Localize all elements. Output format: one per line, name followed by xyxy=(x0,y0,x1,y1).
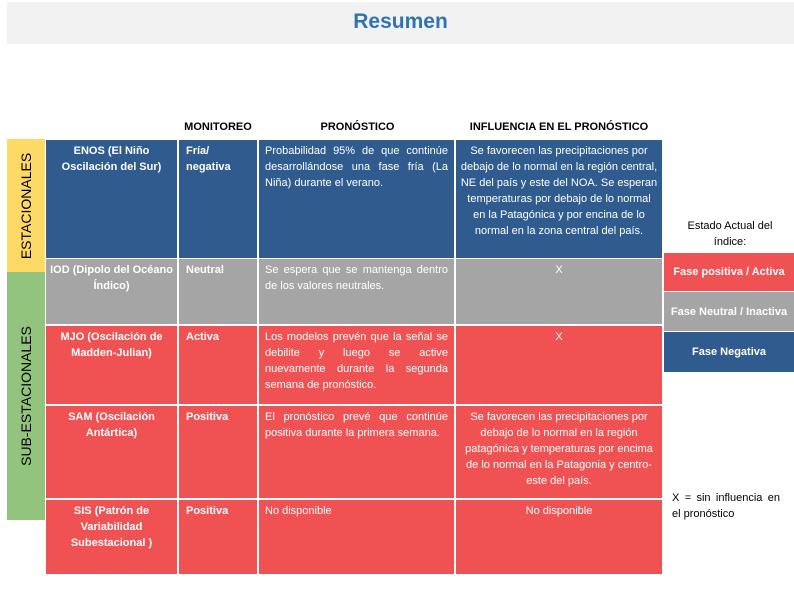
row-sis-pronostico: No disponible xyxy=(259,500,454,574)
column-header-influencia: INFLUENCIA EN EL PRONÓSTICO xyxy=(469,121,649,133)
row-sis-name: SIS (Patrón de Variabilidad Subestacional ) xyxy=(46,500,177,574)
legend-positive: Fase positiva / Activa xyxy=(664,253,794,291)
row-sam-pronostico: El pronóstico prevé que continúe positiva durante la primera semana. xyxy=(259,406,454,498)
row-iod-name: IOD (Dipolo del Océano Índico) xyxy=(46,259,177,324)
legend-neutral: Fase Neutral / Inactiva xyxy=(664,292,794,331)
legend-note: X = sin influencia en el pronóstico xyxy=(672,492,780,520)
row-mjo-name: MJO (Oscilación de Madden-Julian) xyxy=(46,326,177,404)
row-sis-monitoreo: Positiva xyxy=(179,500,257,574)
row-iod-monitoreo: Neutral xyxy=(179,259,257,324)
group-label-estacionales xyxy=(7,139,45,272)
legend-negative: Fase Negativa xyxy=(664,332,794,372)
row-enos-pronostico: Probabilidad 95% de que continúe desarrollándose una fase fría (La Niña) durante el verano. xyxy=(259,140,454,258)
row-sis-influencia: No disponible xyxy=(456,500,662,574)
legend-title: Estado Actual del índice: xyxy=(687,220,773,248)
row-enos-influencia: Se favorecen las precipitaciones por debajo de lo normal en la región central, NE del país y este del NOA. Se esperan temperaturas por debajo de lo normal en la Patagónica y por encina de lo normal en la zona central del país. xyxy=(456,140,662,258)
row-sam-monitoreo: Positiva xyxy=(179,406,257,498)
group-label-subestacionales xyxy=(7,272,45,520)
row-mjo-influencia: X xyxy=(456,326,662,404)
column-header-monitoreo: MONITOREO xyxy=(184,121,252,133)
row-enos-name: ENOS (El Niño Oscilación del Sur) xyxy=(46,140,177,258)
row-iod-pronostico: Se espera que se mantenga dentro de los valores neutrales. xyxy=(259,259,454,324)
row-mjo-monitoreo: Activa xyxy=(179,326,257,404)
row-mjo-pronostico: Los modelos prevén que la señal se debilite y luego se active nuevamente durante la segunda semana de pronóstico. xyxy=(259,326,454,404)
page-title: Resumen xyxy=(353,10,448,33)
row-sam-influencia: Se favorecen las precipitaciones por debajo de lo normal en la región patagónica y temperaturas por encima de lo normal en la Patagonia y centro-este del país. xyxy=(456,406,662,498)
row-enos-monitoreo: Fría/ negativa xyxy=(179,140,257,258)
row-iod-influencia: X xyxy=(456,259,662,324)
group-label-estacionales-text: ESTACIONALES xyxy=(18,152,34,259)
row-sam-name: SAM (Oscilación Antártica) xyxy=(46,406,177,498)
title-bar xyxy=(7,2,794,44)
column-header-pronostico: PRONÓSTICO xyxy=(320,121,395,133)
group-label-subestacionales-text: SUB-ESTACIONALES xyxy=(18,326,34,466)
